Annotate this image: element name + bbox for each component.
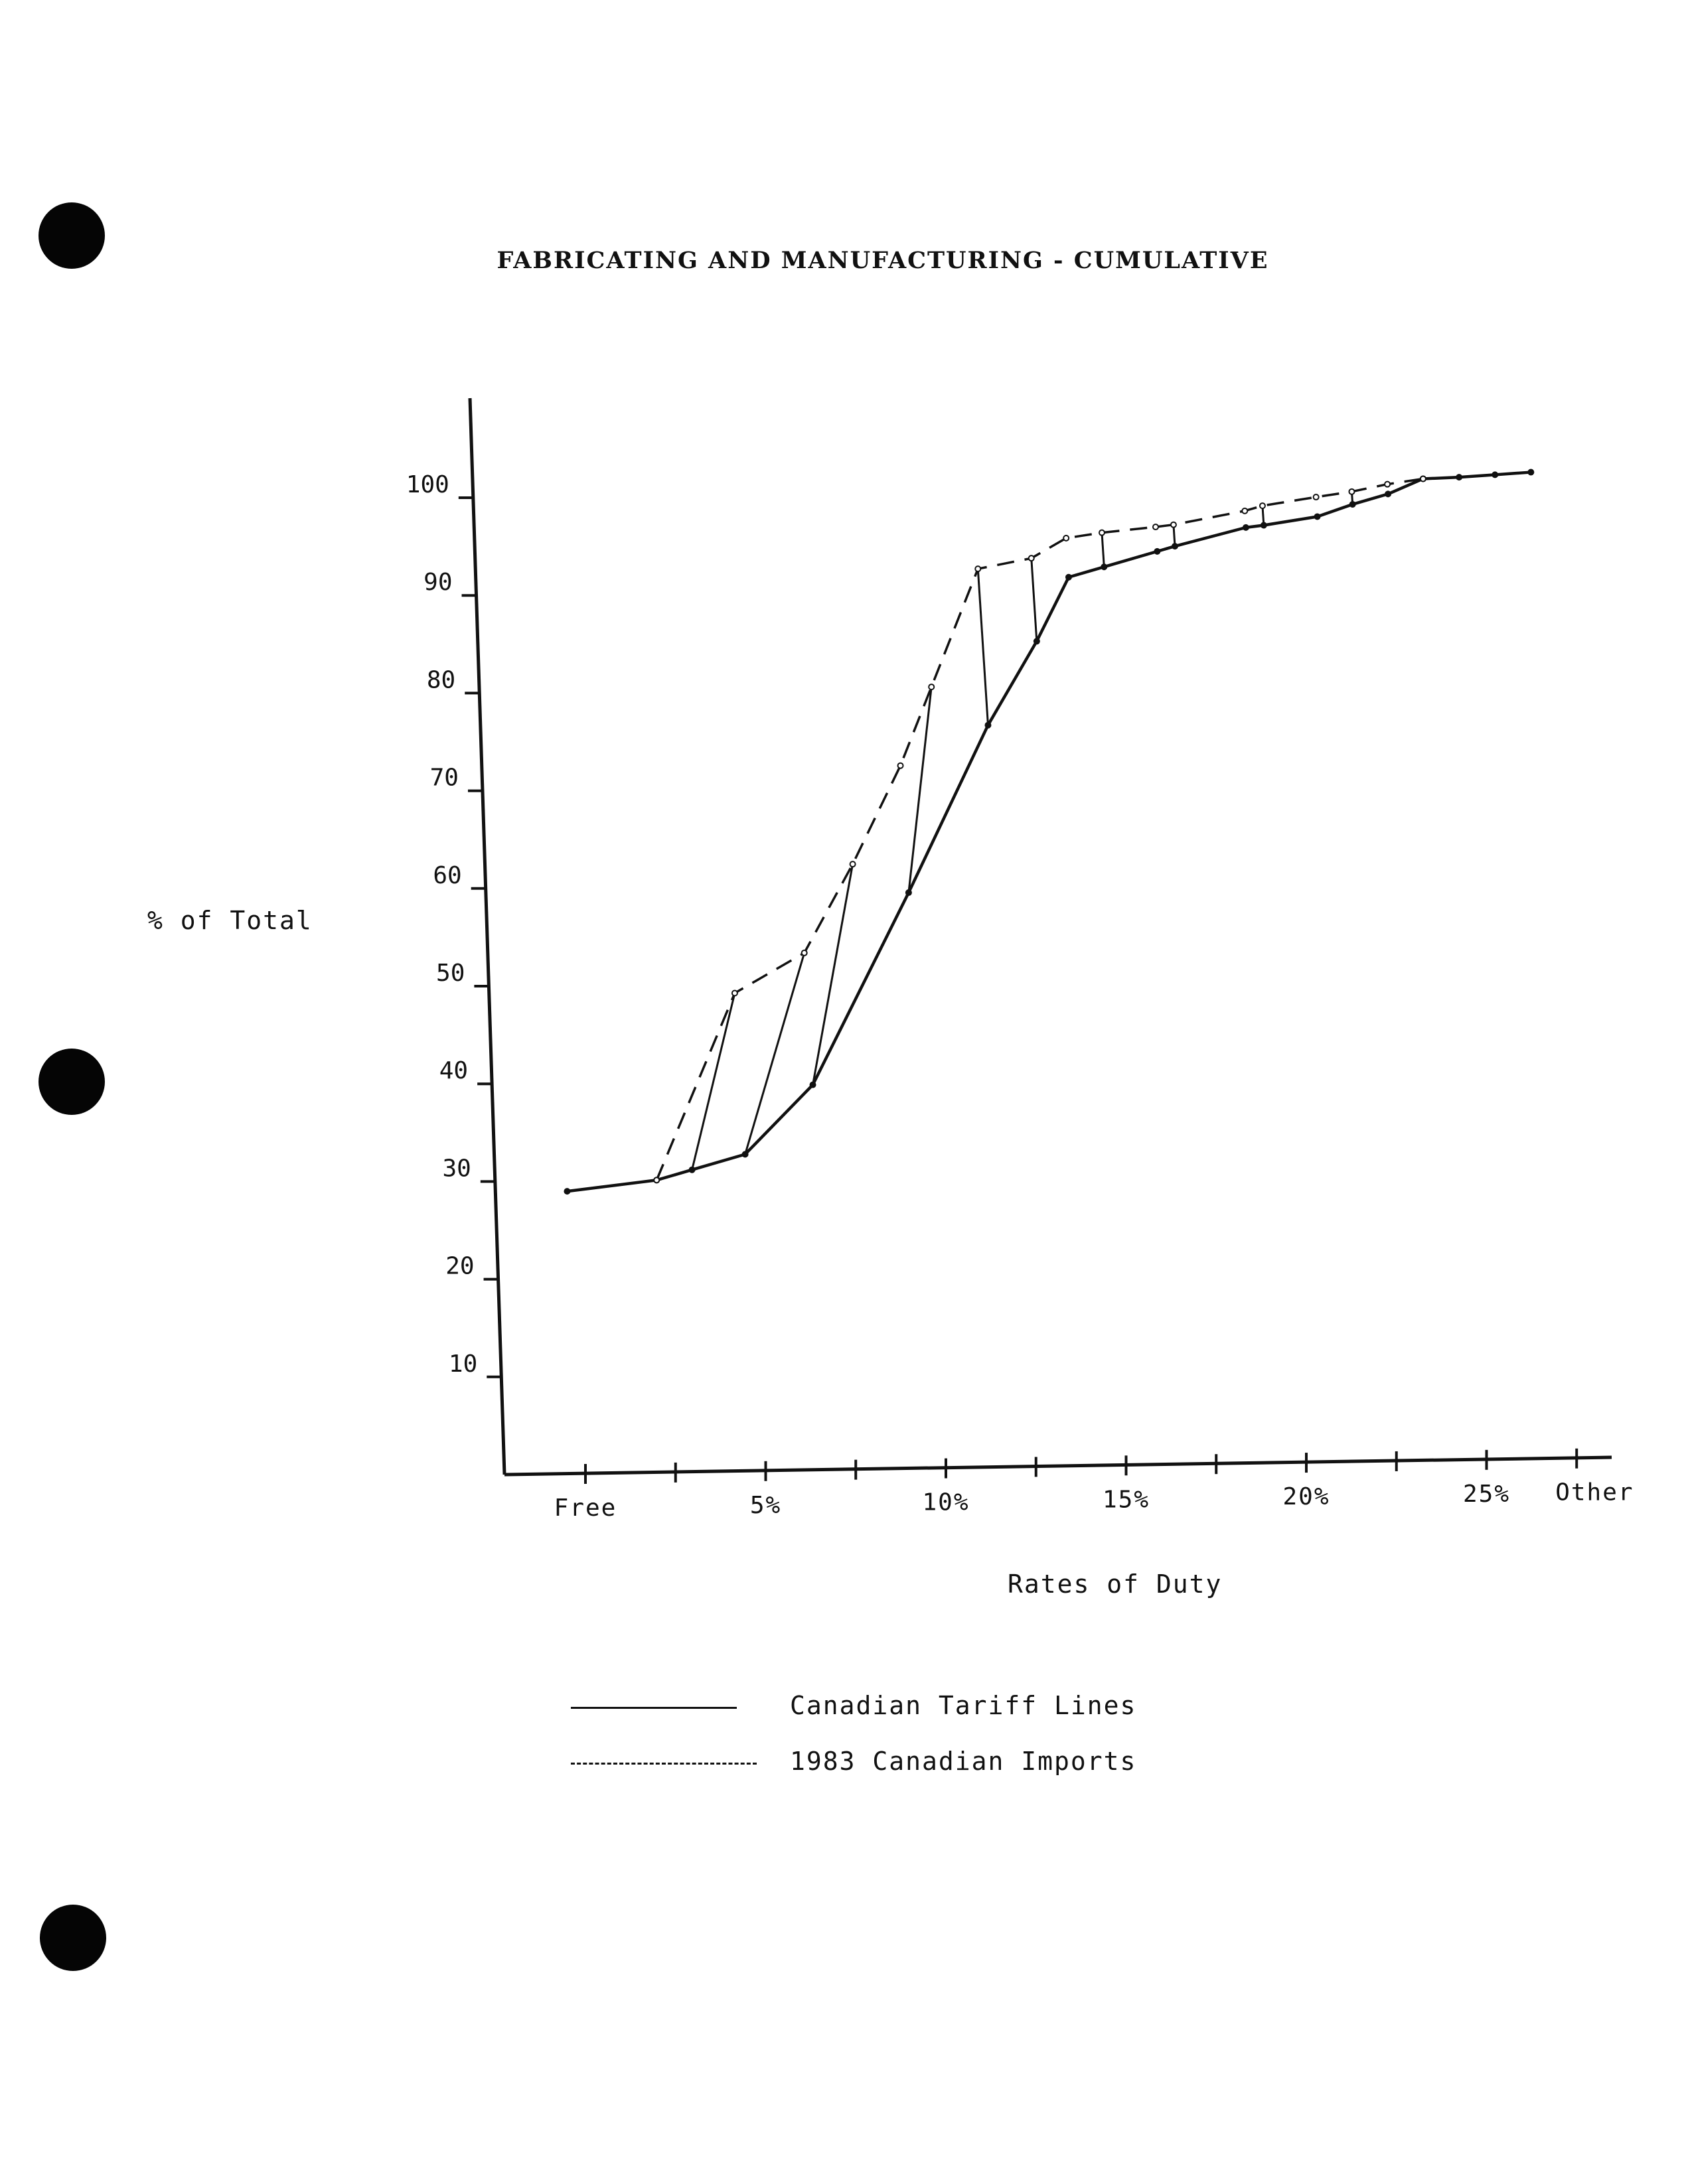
data-point: [1172, 544, 1178, 549]
data-point: [1034, 638, 1039, 644]
data-point: [802, 950, 807, 956]
legend-label: 1983 Canadian Imports: [790, 1747, 1137, 1776]
data-point: [564, 1189, 570, 1194]
y-tick-label: 70: [429, 764, 459, 792]
data-point: [850, 861, 856, 867]
data-point: [1420, 476, 1426, 481]
y-tick-label: 60: [433, 861, 462, 889]
data-point: [1492, 472, 1497, 477]
hatch-line: [1102, 533, 1104, 567]
hatch-line: [692, 993, 735, 1169]
legend-dashed-line-swatch: [571, 1763, 757, 1765]
data-point: [810, 1082, 816, 1088]
legend-solid-line-swatch: [571, 1707, 737, 1709]
data-point: [906, 890, 911, 895]
legend-entry-tariff-lines: [571, 1691, 1168, 1724]
y-axis: [470, 398, 504, 1475]
data-point: [975, 566, 980, 571]
data-point: [1243, 525, 1249, 530]
hatch-line: [978, 569, 988, 725]
data-point: [1242, 508, 1247, 514]
data-point: [1261, 523, 1266, 528]
data-point: [1063, 536, 1069, 541]
hatch-lines: [692, 492, 1353, 1170]
y-tick-label: 40: [439, 1057, 469, 1085]
x-tick-label: Other: [1555, 1479, 1634, 1506]
data-point: [1101, 564, 1107, 569]
data-point: [1385, 482, 1390, 487]
data-point: [1260, 503, 1265, 508]
y-tick-label: 10: [448, 1350, 478, 1378]
y-tick-label: 20: [445, 1252, 475, 1280]
data-point: [985, 723, 990, 728]
series-lines: [564, 470, 1533, 1195]
x-tick-label: 10%: [922, 1489, 970, 1516]
data-point: [1349, 489, 1354, 494]
data-point: [1099, 530, 1105, 536]
legend-entry-imports: [571, 1747, 1168, 1780]
y-tick-label: 50: [436, 960, 465, 987]
x-tick-label: Free: [554, 1494, 617, 1522]
y-tick-label: 80: [426, 666, 456, 694]
data-point: [1528, 470, 1533, 475]
data-point: [898, 763, 903, 768]
y-tick-label: 100: [406, 471, 449, 498]
data-point: [1385, 491, 1391, 496]
hatch-line: [1032, 558, 1037, 641]
data-point: [929, 684, 934, 690]
data-point: [690, 1167, 695, 1173]
series-line-imports: [656, 478, 1423, 1180]
x-tick-label: 15%: [1102, 1486, 1150, 1514]
x-axis: [504, 1457, 1612, 1475]
x-tick-label: 20%: [1282, 1483, 1330, 1511]
data-point: [743, 1151, 748, 1157]
data-point: [654, 1177, 659, 1183]
y-axis-label: % of Total: [147, 906, 313, 935]
data-point: [1171, 522, 1176, 528]
data-point: [1066, 575, 1071, 580]
data-point: [1315, 514, 1320, 519]
y-tick-label: 90: [423, 569, 453, 597]
x-axis-label: Rates of Duty: [1008, 1569, 1223, 1599]
x-tick-label: 25%: [1462, 1480, 1511, 1508]
series-line-tariff-lines: [567, 473, 1531, 1192]
data-point: [732, 990, 737, 995]
data-point: [1153, 524, 1158, 530]
hatch-line: [813, 864, 853, 1084]
x-tick-label: 5%: [749, 1491, 782, 1519]
legend-label: Canadian Tariff Lines: [790, 1691, 1137, 1720]
data-point: [1154, 549, 1160, 554]
data-point: [1456, 474, 1462, 480]
data-point: [1314, 494, 1319, 500]
y-tick-label: 30: [442, 1155, 471, 1183]
data-point: [1029, 555, 1034, 561]
chart-title: FABRICATING AND MANUFACTURING - CUMULATIVE: [497, 247, 1269, 274]
data-point: [1350, 502, 1355, 507]
